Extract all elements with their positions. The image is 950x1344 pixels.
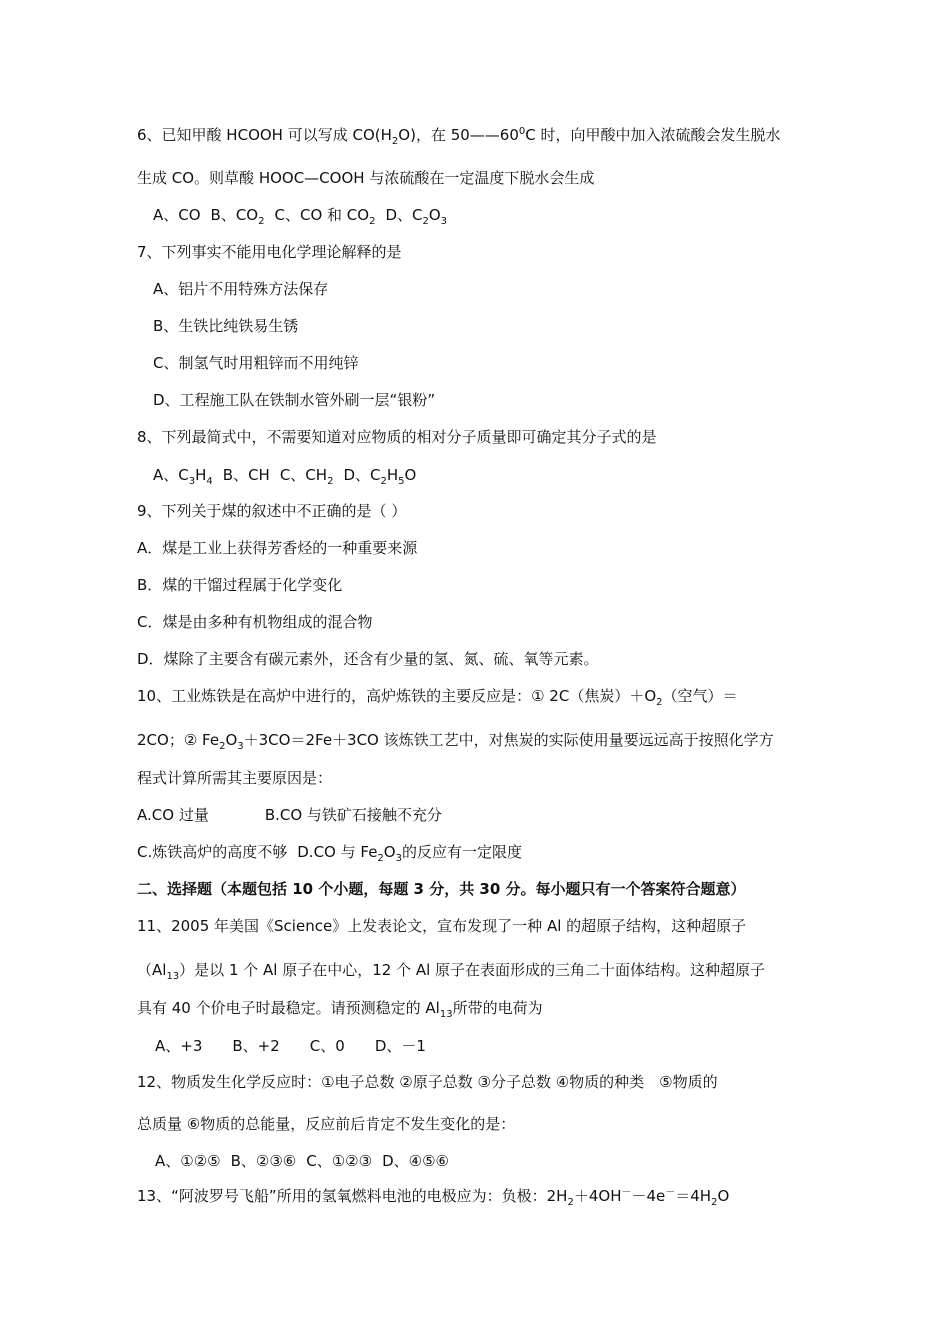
q7-stem: 7、下列事实不能用电化学理论解释的是	[137, 243, 402, 261]
q7-option-b: B、生铁比纯铁易生锈	[153, 317, 299, 335]
q10-options-cd: C.炼铁高炉的高度不够 D.CO 与 $Fe_2O_3$的反应有一定限度	[137, 843, 522, 864]
q7-option-c: C、制氢气时用粗锌而不用纯锌	[153, 354, 359, 372]
section-heading: 二、选择题（本题包括 10 个小题，每题 3 分，共 30 分。每小题只有一个答案符合题意）	[137, 880, 746, 898]
q11-options: A、+3 B、+2 C、0 D、－1	[155, 1037, 426, 1055]
q6-options: A、CO B、$CO_2$ C、CO 和 $CO_2$ D、$C_2O_3$	[153, 206, 448, 227]
q9-option-b: B．煤的干馏过程属于化学变化	[137, 576, 343, 594]
q8-stem: 8、下列最简式中，不需要知道对应物质的相对分子质量即可确定其分子式的是	[137, 428, 657, 446]
q13-stem-line1: 13、“阿波罗号飞船”所用的氢氧燃料电池的电极应为：负极：$2H_2+4OH^--4e^-=4H_2O$	[137, 1187, 730, 1208]
q12-options: A、①②⑤ B、②③⑥ C、①②③ D、④⑤⑥	[155, 1152, 449, 1170]
q9-stem: 9、下列关于煤的叙述中不正确的是（ ）	[137, 502, 407, 520]
q11-stem-line3: 具有 40 个价电子时最稳定。请预测稳定的 $Al_{13}$所带的电荷为	[137, 999, 543, 1020]
q6-stem-line2: 生成 CO。则草酸 HOOC—COOH 与浓硫酸在一定温度下脱水会生成	[137, 169, 595, 187]
q7-option-d: D、工程施工队在铁制水管外刷一层“银粉”	[153, 391, 436, 409]
q8-options: A、$C_3H_4$ B、CH C、$CH_2$ D、$C_2H_5O$	[153, 466, 417, 487]
q10-stem-line2: 2CO；② $Fe_2O_3+3CO=2Fe+3CO$ 该炼铁工艺中，对焦炭的实际使用量要远远高于按照化学方	[137, 731, 774, 752]
q9-option-a: A．煤是工业上获得芳香烃的一种重要来源	[137, 539, 418, 557]
q9-option-d: D．煤除了主要含有碳元素外，还含有少量的氢、氮、硫、氧等元素。	[137, 650, 599, 668]
q6-stem-line1: 6、已知甲酸 HCOOH 可以写成 $CO(H_2O)$，在 $50——60^0C$ 时，向甲酸中加入浓硫酸会发生脱水	[137, 126, 781, 147]
q12-stem-line2: 总质量 ⑥物质的总能量，反应前后肯定不发生变化的是：	[137, 1115, 516, 1133]
q11-stem-line2: $(Al_{13})$是以 1 个 Al 原子在中心，12 个 Al 原子在表面形成的三角二十面体结构。这种超原子	[137, 961, 766, 982]
q12-stem-line1: 12、物质发生化学反应时：①电子总数 ②原子总数 ③分子总数 ④物质的种类 ⑤物质的	[137, 1073, 718, 1091]
q10-stem-line3: 程式计算所需其主要原因是：	[137, 769, 333, 787]
q10-stem-line1: 10、工业炼铁是在高炉中进行的，高炉炼铁的主要反应是：① 2C（焦炭）$+O_2$（空气）＝	[137, 687, 738, 708]
q10-options-ab: A.CO 过量 B.CO 与铁矿石接触不充分	[137, 806, 442, 824]
q11-stem-line1: 11、2005 年美国《Science》上发表论文，宣布发现了一种 Al 的超原子结构，这种超原子	[137, 917, 747, 935]
q9-option-c: C．煤是由多种有机物组成的混合物	[137, 613, 373, 631]
q7-option-a: A、铝片不用特殊方法保存	[153, 280, 329, 298]
